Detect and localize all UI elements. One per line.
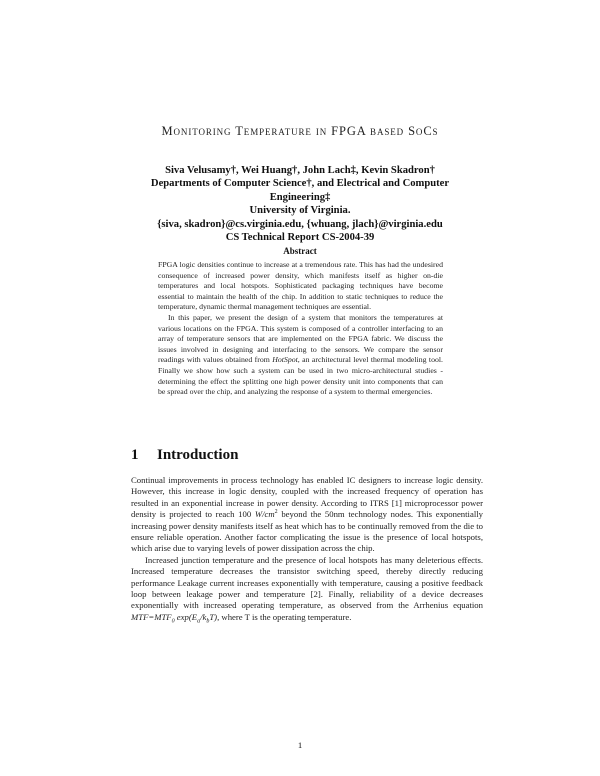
eq-sub-b: b xyxy=(206,618,210,625)
author-block xyxy=(70,164,530,244)
hotspot-tool-name: HotSpot xyxy=(272,355,298,365)
eq-part-k: /k xyxy=(200,611,207,622)
body-p2-text-a: Increased junction temperature and the presence of local hotspots has many deleterious effects. Increased temperature decreases the transistor switching speed, thereby directly reducing performance Leakage current increases exponentially with temperature, causing a positive feedback loop between leakage power and temperature [2]. Finally, reliability of a device decreases exponentially with increased operating temperature, as observed from the Arrhenius equation xyxy=(131,554,483,611)
unit-exponent: 2 xyxy=(274,509,278,516)
eq-sub-a: a xyxy=(197,618,201,625)
page-number: 1 xyxy=(297,740,303,750)
body-paragraph-2 xyxy=(131,555,483,623)
abstract-heading: Abstract xyxy=(283,246,317,256)
affiliation-engineering: Engineering‡ xyxy=(269,191,331,203)
author-names: Siva Velusamy†, Wei Huang†, John Lach‡, Kevin Skadron† xyxy=(165,165,435,176)
body-paragraph-1 xyxy=(131,475,483,555)
abstract-body xyxy=(158,260,443,398)
body-p1-text-a: Continual improvements in process technology has enabled IC designers to increase logic density. However, this increase in logic density, coupled with the increased frequency of operation has resulted in an exponential increase in power density. According to ITRS [1] microprocessor power density is projected to reach 100 xyxy=(131,475,483,520)
report-number: CS Technical Report CS-2004-39 xyxy=(225,232,375,244)
section-title: Introduction xyxy=(157,447,239,463)
author-emails: {siva, skadron}@cs.virginia.edu, {whuang, jlach}@virginia.edu xyxy=(157,218,443,230)
affiliation-university: University of Virginia. xyxy=(249,205,351,217)
paper-title: Monitoring Temperature in FPGA based SoCs xyxy=(161,124,439,138)
power-density-unit: W/cm xyxy=(254,509,275,520)
body-p1-text-b: beyond the 50nm technology nodes. This exponentially increasing power density manifests itself as heat which has to be continually removed from the die to ensure reliable operation. Another factor complicating the issue is the presence of local hotspots, which arise due to varying levels of power dissipation across the chip. xyxy=(131,509,483,554)
section-heading xyxy=(131,447,238,464)
eq-part-t: T) xyxy=(209,611,218,622)
abstract-p2-text-a: In this paper, we present the design of a system that monitors the temperatures at various locations on the FPGA. This system is composed of a controller interfacing to an array of temperature sensors that are implemented on the FPGA fabric. We discuss the issues involved in designing and interfacing to the sensors. We compare the sensor readings with values obtained from xyxy=(158,312,443,365)
section-number: 1 xyxy=(131,447,139,463)
eq-part-exp: exp(E xyxy=(174,611,198,622)
affiliation-departments: Departments of Computer Science†, and Electrical and Computer xyxy=(150,178,450,190)
abstract-paragraph-2 xyxy=(158,313,443,398)
arrhenius-equation xyxy=(131,611,218,625)
abstract-paragraph-1: FPGA logic densities continue to increase at a tremendous rate. This has had the undesired consequence of increased power density, which manifests itself as higher on-die temperatures and local hotspots. Sophisticated packaging techniques have become essential to maintain the health of the chip. In addition to static techniques to reduce the temperature, dynamic thermal management techniques are essential. xyxy=(158,260,443,312)
eq-part-mtf: MTF=MTF xyxy=(131,611,172,622)
eq-sub-0: 0 xyxy=(171,618,175,625)
section-body xyxy=(131,475,483,623)
body-p2-text-b: , where T is the operating temperature. xyxy=(217,611,352,622)
abstract-p2-text-b: , an architectural level thermal modeling tool. Finally we show how such a system can be used in two micro-architectural studies - determining the effect the splitting one high power density unit into components that can be spread over the chip, and analyzing the response of a system to thermal emergencies. xyxy=(158,355,443,397)
